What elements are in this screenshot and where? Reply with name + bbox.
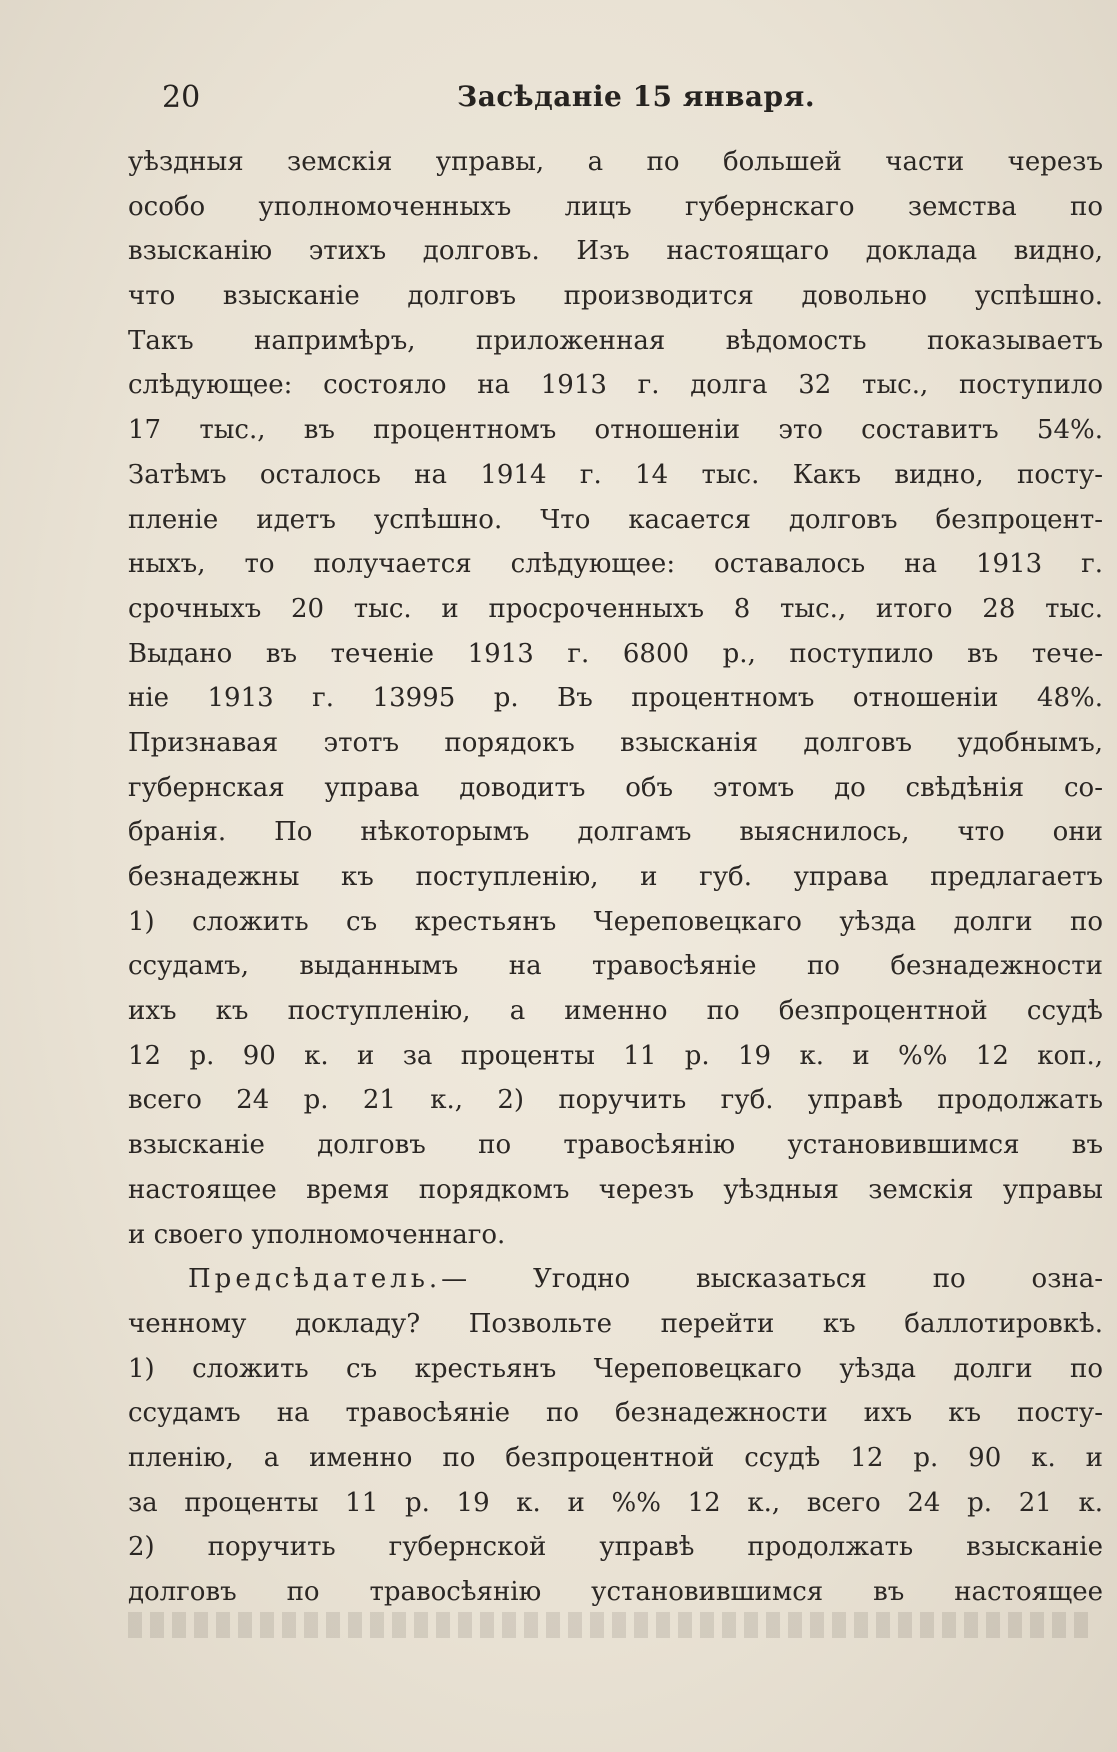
page-number: 20 — [162, 80, 201, 115]
text-line: Такъ напримѣръ, приложенная вѣдомость показываетъ — [128, 325, 1103, 356]
text-line: долговъ по травосѣянію установившимся въ настоящее — [128, 1577, 1103, 1607]
text-line: настоящее время порядкомъ черезъ уѣздныя земскія управы — [128, 1174, 1103, 1205]
speaker-name: Предсѣдатель. — [188, 1264, 442, 1295]
text-line: за проценты 11 р. 19 к. и %% 12 к., всего 24 р. 21 к. — [128, 1487, 1103, 1518]
page-body — [128, 140, 1103, 1615]
text-line: Затѣмъ осталось на 1914 г. 14 тыс. Какъ видно, посту- — [128, 459, 1103, 490]
text-line: 1) сложить съ крестьянъ Череповецкаго уѣзда долги по — [128, 1353, 1103, 1384]
text-line: губернская управа доводитъ объ этомъ до свѣдѣнія со- — [128, 772, 1103, 803]
text-line: что взысканіе долговъ производится довольно успѣшно. — [128, 281, 1103, 312]
text-line: пленіе идетъ успѣшно. Что касается долговъ безпроцент- — [128, 504, 1103, 535]
text-line: взысканіе долговъ по травосѣянію установившимся въ — [128, 1130, 1103, 1161]
show-through-bleed — [128, 1612, 1088, 1638]
text-line: ссудамъ на травосѣяніе по безнадежности ихъ къ посту- — [128, 1398, 1103, 1429]
text-line: взысканію этихъ долговъ. Изъ настоящаго доклада видно, — [128, 236, 1103, 267]
text-line: ныхъ, то получается слѣдующее: оставалось на 1913 г. — [128, 549, 1103, 580]
text-line: ченному докладу? Позвольте перейти къ баллотировкѣ. — [128, 1308, 1103, 1339]
text-line: всего 24 р. 21 к., 2) поручить губ. управѣ продолжать — [128, 1085, 1103, 1116]
text-line: пленію, а именно по безпроцентной ссудѣ 12 р. 90 к. и — [128, 1442, 1103, 1473]
text-line: уѣздныя земскія управы, а по большей части черезъ — [128, 147, 1103, 177]
speech-text: — Угодно высказаться по озна- — [441, 1264, 1103, 1295]
text-line: безнадежны къ поступленію, и губ. управа предлагаетъ — [128, 862, 1103, 892]
text-line: ихъ къ поступленію, а именно по безпроцентной ссудѣ — [128, 996, 1103, 1027]
text-line: Выдано въ теченіе 1913 г. 6800 р., поступило въ тече- — [128, 638, 1103, 669]
text-line: срочныхъ 20 тыс. и просроченныхъ 8 тыс., итого 28 тыс. — [128, 593, 1103, 624]
page-header — [0, 72, 1117, 122]
text-line: и своего уполномоченнаго. — [128, 1219, 506, 1250]
text-line: 2) поручить губернской управѣ продолжать взысканіе — [128, 1532, 1103, 1563]
text-line: 12 р. 90 к. и за проценты 11 р. 19 к. и %% 12 коп., — [128, 1040, 1103, 1071]
text-line: Признавая этотъ порядокъ взысканія долговъ удобнымъ, — [128, 727, 1103, 758]
text-line: 1) сложить съ крестьянъ Череповецкаго уѣзда долги по — [128, 906, 1103, 937]
running-head: Засѣданіе 15 января. — [457, 80, 816, 113]
text-line: особо уполномоченныхъ лицъ губернскаго земства по — [128, 191, 1103, 222]
speech-first-line — [128, 1257, 1103, 1302]
text-line: бранія. По нѣкоторымъ долгамъ выяснилось, что они — [128, 817, 1103, 848]
text-line: ссудамъ, выданнымъ на травосѣяніе по безнадежности — [128, 951, 1103, 982]
text-line: 17 тыс., въ процентномъ отношеніи это составитъ 54%. — [128, 415, 1103, 446]
text-line: слѣдующее: состояло на 1913 г. долга 32 тыс., поступило — [128, 370, 1103, 401]
text-line: ніе 1913 г. 13995 р. Въ процентномъ отношеніи 48%. — [128, 683, 1103, 714]
